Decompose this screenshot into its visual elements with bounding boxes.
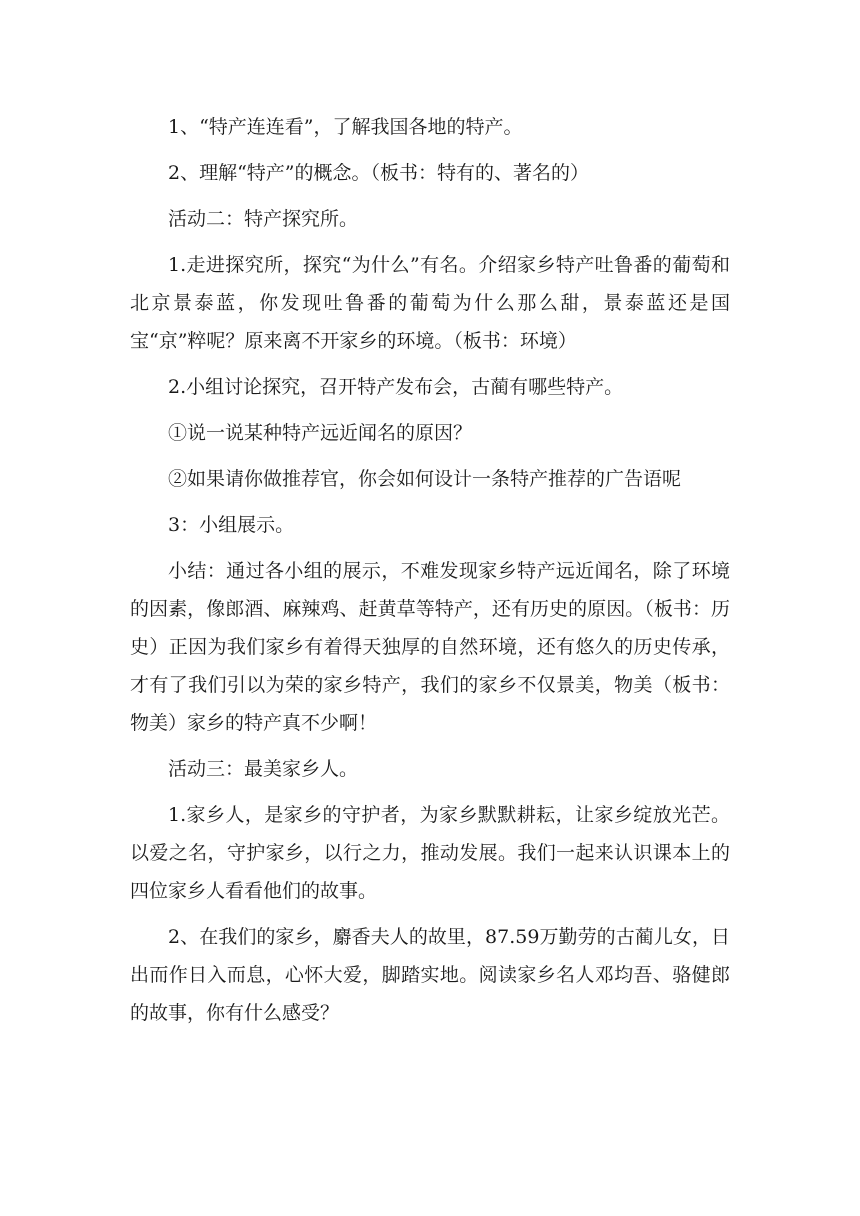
paragraph-7: 3：小组展示。 xyxy=(168,514,295,536)
summary-paragraph: 小结：通过各小组的展示，不难发现家乡特产远近闻名，除了环境的因素，像郎酒、麻辣鸡、赶黄草等特产，还有历史的原因。（板书：历史）正因为我们家乡有着得天独厚的自然环境，还有悠久的历史传承，才有了我们引以为荣的家乡特产，我们的家乡不仅景美，物美（板书：物美）家乡的特产真不少啊！ xyxy=(130,560,730,734)
paragraph-1: 1、“特产连连看”，了解我国各地的特产。 xyxy=(168,116,523,138)
document-body xyxy=(130,108,730,1032)
paragraph-8: 1.家乡人，是家乡的守护者，为家乡默默耕耘，让家乡绽放光芒。以爱之名，守护家乡，以行之力，推动发展。我们一起来认识课本上的四位家乡人看看他们的故事。 xyxy=(130,804,730,902)
paragraph-4: 2.小组讨论探究，召开特产发布会，古蔺有哪些特产。 xyxy=(168,376,624,398)
paragraph-3: 1.走进探究所，探究“为什么”有名。介绍家乡特产吐鲁番的葡萄和北京景泰蓝，你发现吐鲁番的葡萄为什么那么甜，景泰蓝还是国宝“京”粹呢？原来离不开家乡的环境。（板书：环境） xyxy=(130,254,730,352)
paragraph-2: 2、理解“特产”的概念。（板书：特有的、著名的） xyxy=(168,162,590,184)
activity-two-heading: 活动二：特产探究所。 xyxy=(168,208,359,230)
activity-three-heading: 活动三：最美家乡人。 xyxy=(168,758,359,780)
paragraph-5: ①说一说某种特产远近闻名的原因？ xyxy=(168,422,473,444)
paragraph-6: ②如果请你做推荐官，你会如何设计一条特产推荐的广告语呢 xyxy=(168,468,682,490)
paragraph-9: 2、在我们的家乡，麝香夫人的故里，87.59万勤劳的古蔺儿女，日出而作日入而息，心怀大爱，脚踏实地。阅读家乡名人邓均吾、骆健郎的故事，你有什么感受？ xyxy=(130,926,730,1024)
